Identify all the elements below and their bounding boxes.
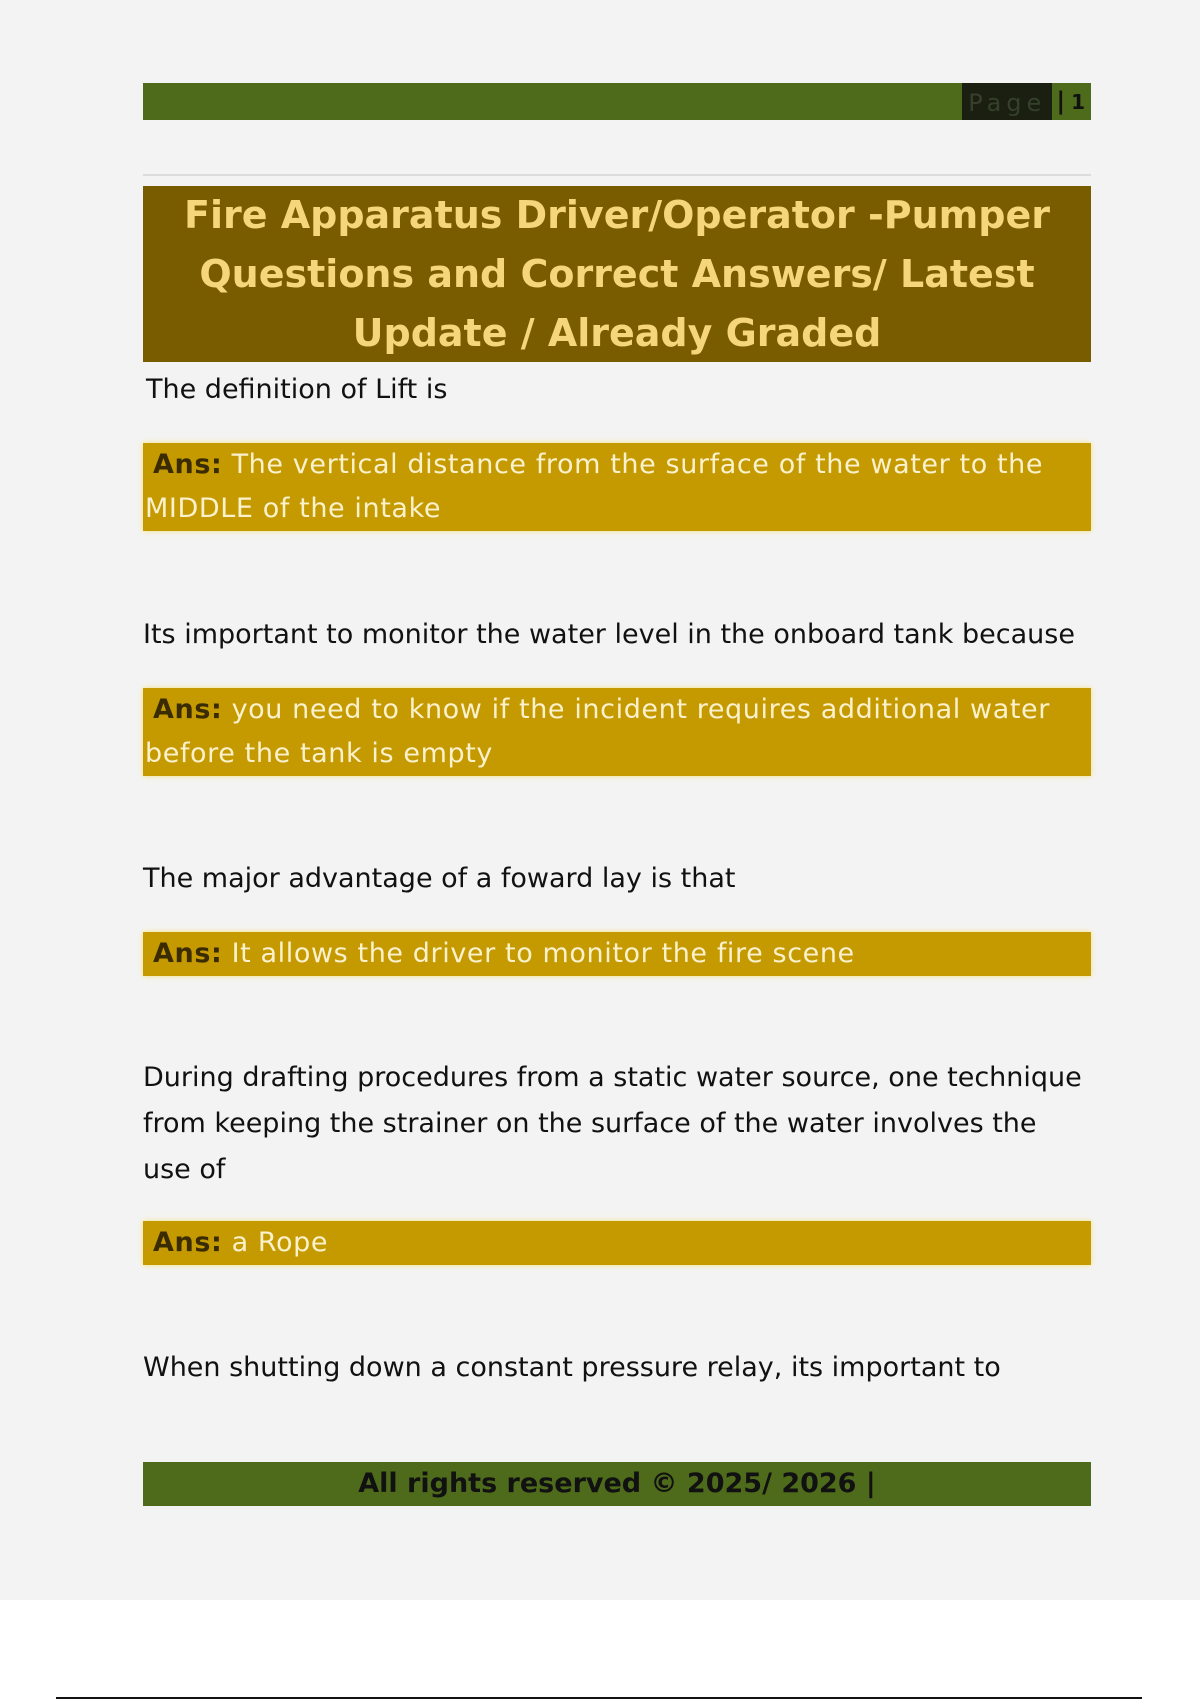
answer-1 xyxy=(143,443,1091,531)
answer-label: Ans: xyxy=(153,694,223,725)
page-label: Page xyxy=(962,83,1052,120)
answer-text: a Rope xyxy=(231,1227,329,1258)
page-number: 1 xyxy=(1071,89,1085,114)
page-separator: | xyxy=(1056,87,1066,115)
answer-label: Ans: xyxy=(153,449,223,480)
question-2: Its important to monitor the water level in the onboard tank because xyxy=(143,619,1075,650)
answer-2 xyxy=(143,688,1091,776)
answer-3 xyxy=(143,932,1091,976)
header-divider xyxy=(143,174,1091,176)
answer-label: Ans: xyxy=(153,938,223,969)
answer-text: you need to know if the incident requires additional water before the tank is empty xyxy=(145,694,1050,769)
answer-text: The vertical distance from the surface of the water to the MIDDLE of the intake xyxy=(145,449,1044,524)
bottom-divider xyxy=(56,1697,1142,1699)
answer-label: Ans: xyxy=(153,1227,223,1258)
page-header-bar xyxy=(143,83,1091,120)
question-3: The major advantage of a foward lay is that xyxy=(143,863,736,894)
question-4: During drafting procedures from a static water source, one technique from keeping the strainer on the surface of the water involves the use of xyxy=(143,1062,1082,1185)
answer-4 xyxy=(143,1221,1091,1265)
question-5: When shutting down a constant pressure relay, its important to xyxy=(143,1352,1001,1383)
document-title: Fire Apparatus Driver/Operator -Pumper Questions and Correct Answers/ Latest Update / Already Graded xyxy=(143,186,1091,362)
answer-text: It allows the driver to monitor the fire scene xyxy=(231,938,855,969)
question-1: The definition of Lift is xyxy=(146,374,448,405)
page-number-indicator xyxy=(962,83,1091,120)
page-footer: All rights reserved © 2025/ 2026 | xyxy=(143,1462,1091,1506)
